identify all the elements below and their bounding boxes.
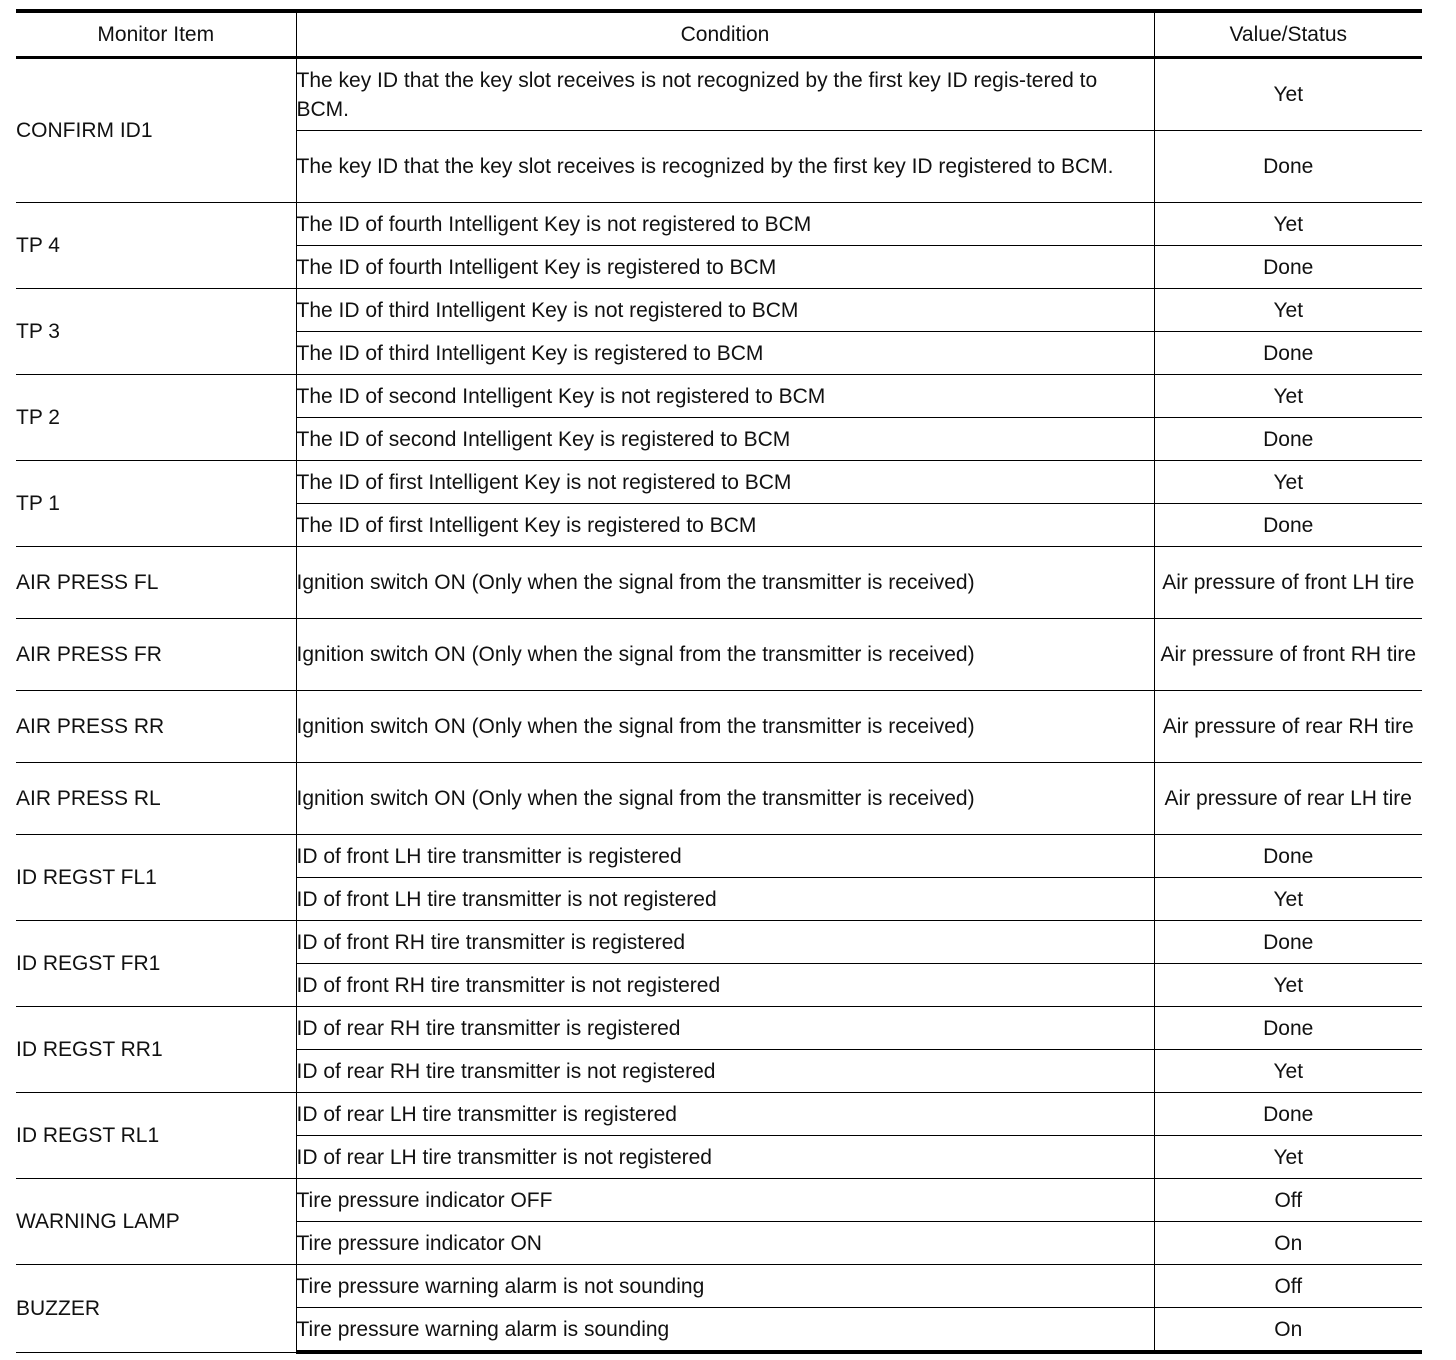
table-row xyxy=(16,921,1422,964)
table-row xyxy=(16,763,1422,835)
monitor-item-cell: AIR PRESS FL xyxy=(16,547,296,619)
header-value-status: Value/Status xyxy=(1154,11,1422,58)
condition-cell: ID of rear LH tire transmitter is not registered xyxy=(296,1136,1154,1179)
monitor-item-cell: ID REGST RR1 xyxy=(16,1007,296,1093)
monitor-item-cell: WARNING LAMP xyxy=(16,1179,296,1265)
table-row xyxy=(16,547,1422,619)
condition-cell: ID of front RH tire transmitter is registered xyxy=(296,921,1154,964)
condition-cell: The ID of second Intelligent Key is registered to BCM xyxy=(296,418,1154,461)
monitor-item-cell: ID REGST FR1 xyxy=(16,921,296,1007)
monitor-item-cell: BUZZER xyxy=(16,1265,296,1353)
monitor-item-cell: AIR PRESS RR xyxy=(16,691,296,763)
condition-cell: Ignition switch ON (Only when the signal from the transmitter is received) xyxy=(296,691,1154,763)
value-status-cell: Done xyxy=(1154,332,1422,375)
value-status-cell: Yet xyxy=(1154,964,1422,1007)
condition-cell: Tire pressure indicator ON xyxy=(296,1222,1154,1265)
value-status-cell: On xyxy=(1154,1308,1422,1353)
value-status-cell: Yet xyxy=(1154,58,1422,131)
value-status-cell: Yet xyxy=(1154,1136,1422,1179)
condition-cell: Ignition switch ON (Only when the signal from the transmitter is received) xyxy=(296,547,1154,619)
table-row xyxy=(16,203,1422,246)
value-status-cell: On xyxy=(1154,1222,1422,1265)
monitor-item-cell: AIR PRESS FR xyxy=(16,619,296,691)
value-status-cell: Done xyxy=(1154,1007,1422,1050)
monitor-table xyxy=(16,9,1422,1354)
condition-cell: ID of rear RH tire transmitter is not registered xyxy=(296,1050,1154,1093)
monitor-item-cell: ID REGST RL1 xyxy=(16,1093,296,1179)
condition-cell: The key ID that the key slot receives is not recognized by the first key ID regis-tered to BCM. xyxy=(296,58,1154,131)
header-row xyxy=(16,11,1422,58)
value-status-cell: Air pressure of front RH tire xyxy=(1154,619,1422,691)
condition-cell: ID of rear LH tire transmitter is registered xyxy=(296,1093,1154,1136)
monitor-item-cell: TP 2 xyxy=(16,375,296,461)
condition-cell: Ignition switch ON (Only when the signal from the transmitter is received) xyxy=(296,763,1154,835)
condition-cell: ID of front RH tire transmitter is not registered xyxy=(296,964,1154,1007)
condition-cell: Tire pressure indicator OFF xyxy=(296,1179,1154,1222)
table-row xyxy=(16,1265,1422,1308)
value-status-cell: Done xyxy=(1154,418,1422,461)
table-row xyxy=(16,835,1422,878)
monitor-item-cell: TP 3 xyxy=(16,289,296,375)
table-row xyxy=(16,691,1422,763)
table-row xyxy=(16,619,1422,691)
monitor-item-cell: TP 1 xyxy=(16,461,296,547)
header-monitor-item: Monitor Item xyxy=(16,11,296,58)
table-row xyxy=(16,289,1422,332)
value-status-cell: Off xyxy=(1154,1265,1422,1308)
value-status-cell: Done xyxy=(1154,1093,1422,1136)
condition-cell: The ID of third Intelligent Key is not registered to BCM xyxy=(296,289,1154,332)
value-status-cell: Yet xyxy=(1154,878,1422,921)
table-body xyxy=(16,58,1422,1353)
table-header xyxy=(16,11,1422,58)
value-status-cell: Yet xyxy=(1154,203,1422,246)
value-status-cell: Yet xyxy=(1154,1050,1422,1093)
table-row xyxy=(16,1179,1422,1222)
condition-cell: The ID of fourth Intelligent Key is registered to BCM xyxy=(296,246,1154,289)
condition-cell: The key ID that the key slot receives is recognized by the first key ID registered to BCM. xyxy=(296,131,1154,203)
monitor-item-cell: AIR PRESS RL xyxy=(16,763,296,835)
condition-cell: ID of rear RH tire transmitter is registered xyxy=(296,1007,1154,1050)
condition-cell: ID of front LH tire transmitter is registered xyxy=(296,835,1154,878)
condition-cell: The ID of third Intelligent Key is registered to BCM xyxy=(296,332,1154,375)
monitor-item-cell: ID REGST FL1 xyxy=(16,835,296,921)
value-status-cell: Done xyxy=(1154,835,1422,878)
monitor-item-cell: TP 4 xyxy=(16,203,296,289)
value-status-cell: Done xyxy=(1154,246,1422,289)
condition-cell: The ID of first Intelligent Key is not registered to BCM xyxy=(296,461,1154,504)
value-status-cell: Off xyxy=(1154,1179,1422,1222)
condition-cell: Tire pressure warning alarm is not sounding xyxy=(296,1265,1154,1308)
table-row xyxy=(16,375,1422,418)
condition-cell: Ignition switch ON (Only when the signal from the transmitter is received) xyxy=(296,619,1154,691)
condition-cell: The ID of second Intelligent Key is not registered to BCM xyxy=(296,375,1154,418)
monitor-item-cell: CONFIRM ID1 xyxy=(16,58,296,203)
value-status-cell: Done xyxy=(1154,504,1422,547)
value-status-cell: Air pressure of rear RH tire xyxy=(1154,691,1422,763)
condition-cell: Tire pressure warning alarm is sounding xyxy=(296,1308,1154,1353)
value-status-cell: Yet xyxy=(1154,289,1422,332)
value-status-cell: Yet xyxy=(1154,375,1422,418)
value-status-cell: Air pressure of front LH tire xyxy=(1154,547,1422,619)
table-row xyxy=(16,1093,1422,1136)
condition-cell: ID of front LH tire transmitter is not registered xyxy=(296,878,1154,921)
table-row xyxy=(16,1007,1422,1050)
value-status-cell: Done xyxy=(1154,921,1422,964)
condition-cell: The ID of fourth Intelligent Key is not registered to BCM xyxy=(296,203,1154,246)
table-row xyxy=(16,461,1422,504)
condition-cell: The ID of first Intelligent Key is registered to BCM xyxy=(296,504,1154,547)
table-row xyxy=(16,58,1422,131)
value-status-cell: Done xyxy=(1154,131,1422,203)
value-status-cell: Air pressure of rear LH tire xyxy=(1154,763,1422,835)
header-condition: Condition xyxy=(296,11,1154,58)
value-status-cell: Yet xyxy=(1154,461,1422,504)
